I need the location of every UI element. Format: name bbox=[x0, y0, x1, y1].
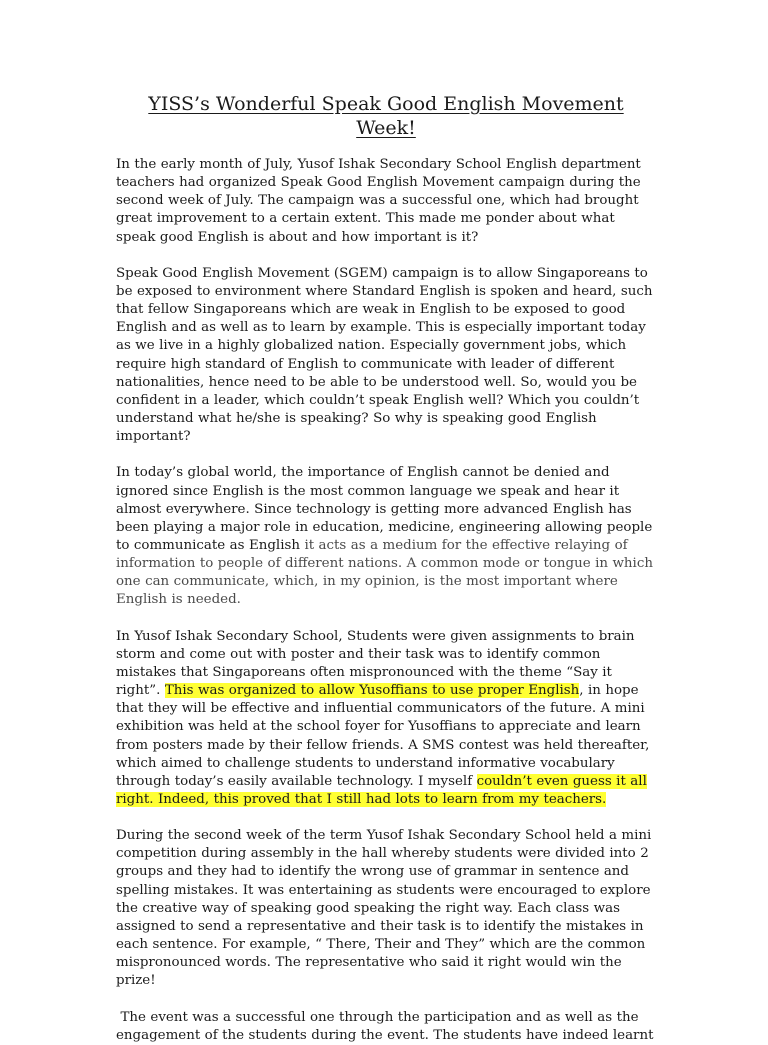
paragraph-importance-quoted: it acts as a medium for the effective relaying of information to people of different nations. A common mode or tongue in which one can communicate, which, in my opinion, is the most important where English is needed. bbox=[116, 537, 653, 608]
paragraph-activities-part1: In Yusof Ishak Secondary School, Students were given assignments to brain storm and come out with poster and their task was to identify common mistakes that Singaporeans often mispronounced with the theme “Say it right”. bbox=[116, 628, 635, 699]
highlight-proper-english: This was organized to allow Yusoffians to use proper English bbox=[164, 683, 580, 699]
paragraph-importance bbox=[116, 464, 656, 609]
highlight-lots-to-learn: couldn’t even guess it all right. Indeed, this proved that I still had lots to learn from my teachers. bbox=[116, 773, 647, 807]
paragraph-importance-main: In today’s global world, the importance of English cannot be denied and ignored since English is the most common language we speak and hear it almost everywhere. Since technology is getting more advanced English has been playing a major role in education, medicine, engineering allowing people to communicate as English bbox=[116, 465, 653, 553]
paragraph-competition: During the second week of the term Yusof Ishak Secondary School held a mini competition during assembly in the hall whereby students were divided into 2 groups and they had to identify the wrong use of grammar in sentence and spelling mistakes. It was entertaining as students were encouraged to explore the creative way of speaking good speaking the right way. Each class was assigned to send a representative and their task is to identify the mistakes in each sentence. For example, “ There, Their and They” which are the common mispronounced words. The representative who said it right would win the prize! bbox=[116, 828, 652, 989]
paragraph-activities bbox=[116, 628, 656, 810]
paragraph-intro: In the early month of July, Yusof Ishak Secondary School English department teachers had organized Speak Good English Movement campaign during the second week of July. The campaign was a successful one, which had brought great improvement to a certain extent. This made me ponder about what speak good English is about and how important is it? bbox=[116, 157, 641, 245]
paragraph-conclusion: The event was a successful one through the participation and as well as the engagement of the students during the event. The students have indeed learnt bbox=[116, 1009, 654, 1043]
paragraph-sgem: Speak Good English Movement (SGEM) campaign is to allow Singaporeans to be exposed to environment where Standard English is spoken and heard, such that fellow Singaporeans which are weak in English to be exposed to good English and as well as to learn by example. This is especially important today as we live in a highly globalized nation. Especially government jobs, which require high standard of English to communicate with leader of different nationalities, hence need to be able to be understood well. So, would you be confident in a leader, which couldn’t speak English well? Which you couldn’t understand what he/she is speaking? So why is speaking good English important? bbox=[116, 265, 653, 445]
paragraph-activities-part2: , in hope that they will be effective and influential communicators of the future. A mini exhibition was held at the school foyer for Yusoffians to appreciate and learn from posters made by their fellow friends. A SMS contest was held thereafter, which aimed to challenge students to understand informative vocabulary through today’s easily available technology. I myself bbox=[116, 683, 650, 789]
document-title: YISS’s Wonderful Speak Good English Movement Week! bbox=[148, 93, 624, 139]
